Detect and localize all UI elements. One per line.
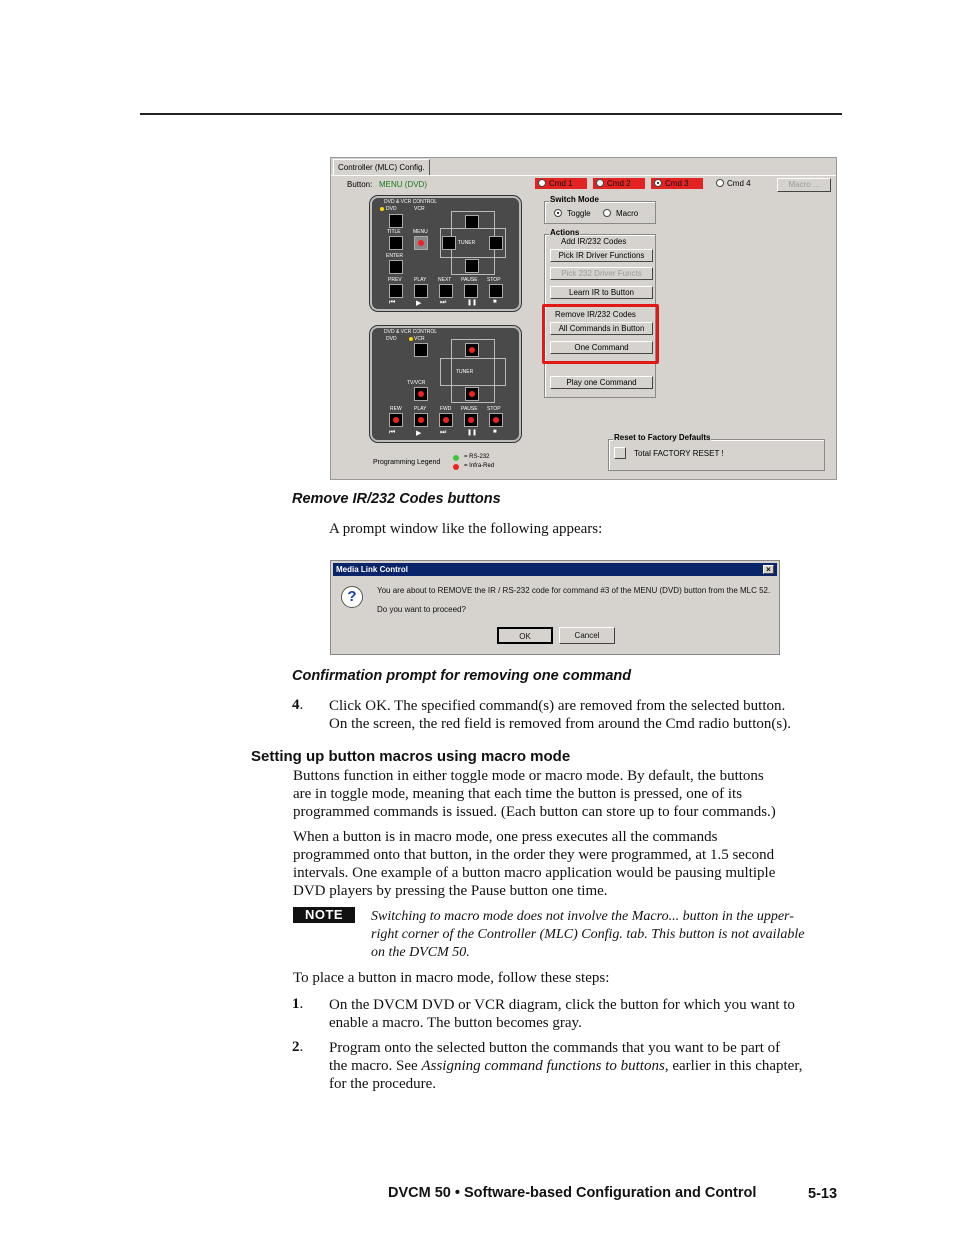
rew-button[interactable] — [389, 413, 403, 427]
pause-button[interactable] — [464, 284, 478, 298]
page-number: 5-13 — [808, 1186, 838, 1202]
title-button[interactable] — [389, 236, 403, 250]
dvd-indicator-dot — [380, 207, 384, 211]
next-button[interactable] — [439, 284, 453, 298]
tuner-right-button[interactable] — [489, 236, 503, 250]
cmd1-radio[interactable] — [535, 178, 587, 189]
actions-title: Actions — [550, 228, 580, 237]
menu-button[interactable] — [414, 236, 428, 250]
step2-number: 2. — [292, 1039, 304, 1055]
tuner-label: TUNER — [458, 240, 476, 246]
tv-vcr-label: TV/VCR — [407, 380, 426, 386]
stop-label: STOP — [487, 277, 501, 283]
cmd2-radio-circle — [596, 179, 604, 187]
figure-caption-1: Remove IR/232 Codes buttons — [292, 491, 501, 507]
panel-title-2: DVD & VCR CONTROL — [384, 329, 438, 335]
note-text: Switching to macro mode does not involve the Macro... button in the upper- right corner of the Controller (MLC) Config. tab. This button is not available on the DVCM 50. — [371, 909, 805, 960]
prev-label: PREV — [388, 277, 402, 283]
paragraph-macro-mode: When a button is in macro mode, one press executes all the commands programmed onto that button, in the order they were programmed, at 1.5 second intervals. One example of a button macro application would be pausing multiple DVD players by pressing the Pause button one time. — [293, 829, 776, 899]
close-icon[interactable]: × — [763, 565, 774, 574]
tab-divider — [331, 175, 836, 176]
prompt-intro: A prompt window like the following appears: — [329, 521, 603, 537]
mlc-config-screenshot — [330, 157, 837, 480]
pause-label-2: PAUSE — [461, 406, 478, 412]
play-button[interactable] — [414, 284, 428, 298]
cmd4-label: Cmd 4 — [727, 179, 751, 188]
section-heading: Setting up button macros using macro mode — [251, 748, 571, 765]
tuner-left-button[interactable] — [442, 236, 456, 250]
all-commands-button[interactable]: All Commands in Button — [550, 322, 653, 335]
header-rule — [140, 113, 842, 115]
vcr-pause-icon: ❚❚ — [467, 430, 478, 436]
stop-button[interactable] — [489, 284, 503, 298]
title-label: TITLE — [387, 229, 401, 235]
legend-label: Programming Legend — [373, 459, 441, 466]
button-label: Button: — [347, 180, 373, 189]
vcr-label-2: VCR — [414, 336, 425, 342]
cancel-button[interactable]: Cancel — [559, 627, 615, 644]
switch-mode-title: Switch Mode — [550, 195, 599, 204]
pause-label: PAUSE — [461, 277, 478, 283]
toggle-label: Toggle — [567, 209, 591, 218]
pick-232-driver-button[interactable]: Pick 232 Driver Functs — [550, 267, 653, 280]
cmd3-label: Cmd 3 — [665, 179, 689, 188]
toggle-radio[interactable] — [554, 209, 562, 217]
dvd-label: DVD — [386, 206, 397, 212]
next-icon: ⏭ — [440, 299, 447, 306]
dvd-top-button[interactable] — [389, 214, 403, 228]
prev-button[interactable] — [389, 284, 403, 298]
reset-title: Reset to Factory Defaults — [614, 433, 711, 442]
vcr-top-button[interactable] — [414, 343, 428, 357]
note-badge: NOTE — [293, 907, 355, 923]
enter-button[interactable] — [389, 260, 403, 274]
step1-number: 1. — [292, 996, 304, 1012]
tuner-down-button[interactable] — [465, 259, 479, 273]
fwd-label: FWD — [440, 406, 452, 412]
vcr-indicator-dot — [409, 337, 413, 341]
prev-icon: ⏮ — [389, 299, 396, 306]
play-label: PLAY — [414, 277, 427, 283]
play-one-command-button[interactable]: Play one Command — [550, 376, 653, 389]
fwd-icon: ⏭ — [440, 429, 447, 436]
vcr-tuner-label: TUNER — [456, 369, 474, 375]
dvd-control-panel — [370, 196, 521, 311]
figure-caption-2: Confirmation prompt for removing one command — [292, 668, 632, 684]
factory-reset-checkbox[interactable] — [614, 447, 626, 459]
learn-ir-button[interactable]: Learn IR to Button — [550, 286, 653, 299]
menu-label: MENU — [413, 229, 428, 235]
enter-label: ENTER — [386, 253, 403, 259]
cmd2-label: Cmd 2 — [607, 179, 631, 188]
remove-codes-label: Remove IR/232 Codes — [555, 310, 636, 319]
rew-icon: ⏮ — [389, 429, 396, 436]
legend-ir-dot — [453, 464, 459, 470]
vcr-stop-button[interactable] — [489, 413, 503, 427]
dialog-title: Media Link Control — [336, 565, 408, 574]
macro-label: Macro — [616, 209, 639, 218]
macro-radio[interactable] — [603, 209, 611, 217]
fwd-button[interactable] — [439, 413, 453, 427]
vcr-tuner-up-button[interactable] — [465, 343, 479, 357]
stop-label-2: STOP — [487, 406, 501, 412]
rew-label: REW — [390, 406, 402, 412]
cmd4-radio-circle — [716, 179, 724, 187]
stop-icon: ■ — [493, 299, 497, 305]
cmd2-radio[interactable] — [593, 178, 645, 189]
dvd-label-2: DVD — [386, 336, 397, 342]
cmd1-radio-circle — [538, 179, 546, 187]
ok-button[interactable]: OK — [497, 627, 553, 644]
step4-text: Click OK. The specified command(s) are removed from the selected button. On the screen, the red field is removed from around the Cmd radio button(s). — [329, 698, 791, 732]
vcr-pause-button[interactable] — [464, 413, 478, 427]
panel-title: DVD & VCR CONTROL — [384, 199, 438, 205]
macro-button[interactable]: Macro ... — [777, 178, 831, 192]
steps-intro: To place a button in macro mode, follow these steps: — [293, 970, 610, 986]
question-icon: ? — [341, 586, 363, 608]
next-label: NEXT — [438, 277, 452, 283]
tab-controller-config[interactable]: Controller (MLC) Config. — [333, 159, 430, 176]
vcr-play-button[interactable] — [414, 413, 428, 427]
cmd4-radio[interactable] — [713, 178, 754, 189]
footer-title: DVCM 50 • Software-based Configuration and Control — [388, 1185, 757, 1201]
dialog-question: Do you want to proceed? — [377, 605, 466, 614]
confirm-dialog-screenshot — [330, 560, 780, 655]
tuner-up-button[interactable] — [465, 215, 479, 229]
pause-icon: ❚❚ — [467, 300, 478, 306]
factory-reset-label: Total FACTORY RESET ! — [634, 449, 724, 458]
legend-rs232-dot — [453, 455, 459, 461]
cmd1-label: Cmd 1 — [549, 179, 573, 188]
step4-number: 4. — [292, 697, 304, 713]
step1-text: On the DVCM DVD or VCR diagram, click the button for which you want to enable a macro. The button becomes gray. — [329, 997, 795, 1031]
dialog-titlebar — [333, 563, 777, 576]
one-command-button[interactable]: One Command — [550, 341, 653, 354]
step2-text: Program onto the selected button the commands that you want to be part of the macro. See Assigning command functions to buttons, earlier in this chapter, for the procedure. — [329, 1040, 803, 1092]
cmd3-radio[interactable] — [651, 178, 703, 189]
dialog-message: You are about to REMOVE the IR / RS-232 code for command #3 of the MENU (DVD) button from the MLC 52. — [377, 586, 771, 595]
paragraph-toggle-mode: Buttons function in either toggle mode or macro mode. By default, the buttons are in toggle mode, meaning that each time the button is pressed, one of its programmed commands is issued. (Each button can store up to four commands.) — [293, 768, 776, 820]
play-label-2: PLAY — [414, 406, 427, 412]
legend-ir: = Infra-Red — [464, 463, 495, 469]
vcr-play-icon: ▶ — [416, 430, 422, 437]
vcr-tuner-down-button[interactable] — [465, 387, 479, 401]
vcr-control-panel — [370, 326, 521, 442]
add-codes-label: Add IR/232 Codes — [561, 237, 627, 246]
play-icon: ▶ — [416, 300, 422, 307]
cmd3-radio-circle — [654, 179, 662, 187]
legend-rs232: = RS-232 — [464, 454, 490, 460]
pick-ir-driver-button[interactable]: Pick IR Driver Functions — [550, 249, 653, 262]
vcr-stop-icon: ■ — [493, 429, 497, 435]
tv-vcr-button[interactable] — [414, 387, 428, 401]
vcr-label: VCR — [414, 206, 425, 212]
button-value: MENU (DVD) — [379, 180, 427, 189]
